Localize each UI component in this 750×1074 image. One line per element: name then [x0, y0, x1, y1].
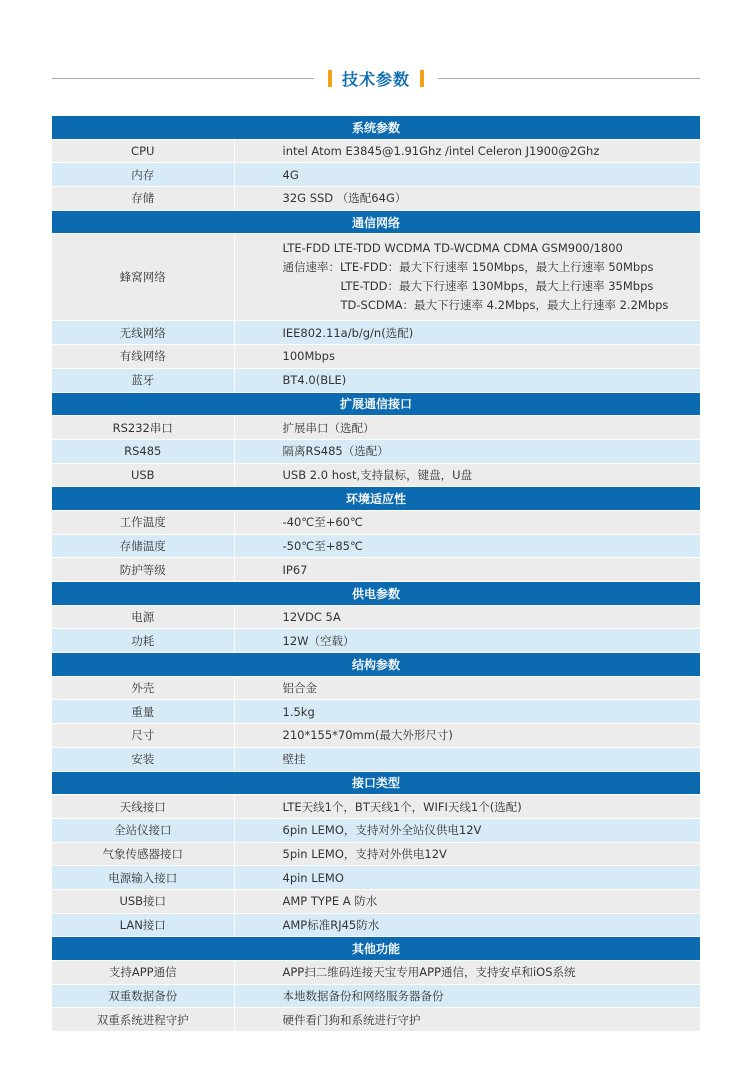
spec-table — [52, 116, 700, 1032]
spec-row — [52, 842, 700, 866]
spec-key: CPU — [52, 139, 234, 163]
spec-key: 外壳 — [52, 676, 234, 700]
spec-value: IP67 — [234, 558, 700, 582]
spec-value: -40℃至+60℃ — [234, 510, 700, 534]
spec-value: APP扫二维码连接天宝专用APP通信，支持安卓和iOS系统 — [234, 961, 700, 985]
section-title: 供电参数 — [52, 582, 700, 606]
spec-key: 蓝牙 — [52, 368, 234, 392]
spec-key: 防护等级 — [52, 558, 234, 582]
spec-key: 蜂窝网络 — [52, 234, 234, 321]
spec-row — [52, 163, 700, 187]
spec-value: 壁挂 — [234, 747, 700, 771]
spec-row — [52, 795, 700, 819]
spec-row — [52, 866, 700, 890]
spec-value-lines — [283, 239, 701, 315]
spec-key: 重量 — [52, 700, 234, 724]
spec-row — [52, 187, 700, 211]
section-title: 接口类型 — [52, 771, 700, 795]
section-header — [52, 487, 700, 511]
spec-value: 隔离RS485（选配） — [234, 439, 700, 463]
spec-key: LAN接口 — [52, 913, 234, 937]
spec-value: -50℃至+85℃ — [234, 534, 700, 558]
spec-row — [52, 676, 700, 700]
spec-row — [52, 700, 700, 724]
spec-value-line: 通信速率：LTE-FDD：最大下行速率 150Mbps，最大上行速率 50Mbps — [282, 260, 654, 275]
spec-value: LTE天线1个，BT天线1个，WIFI天线1个(选配) — [234, 795, 700, 819]
spec-value: 4pin LEMO — [234, 866, 700, 890]
spec-key: USB接口 — [52, 889, 234, 913]
spec-row — [52, 345, 700, 369]
spec-value: 12W（空载） — [234, 629, 700, 653]
spec-key: 存储 — [52, 187, 234, 211]
spec-key: 有线网络 — [52, 345, 234, 369]
spec-row — [52, 463, 700, 487]
spec-value: USB 2.0 host,支持鼠标，键盘，U盘 — [234, 463, 700, 487]
spec-key: 电源 — [52, 605, 234, 629]
spec-key: USB — [52, 463, 234, 487]
section-title: 结构参数 — [52, 653, 700, 677]
spec-value: 5pin LEMO，支持对外供电12V — [234, 842, 700, 866]
spec-value-line: LTE-TDD：最大下行速率 130Mbps，最大上行速率 35Mbps — [340, 279, 654, 294]
spec-value: 硬件看门狗和系统进行守护 — [234, 1008, 700, 1032]
spec-row — [52, 234, 700, 321]
spec-key: 存储温度 — [52, 534, 234, 558]
spec-value: 100Mbps — [234, 345, 700, 369]
spec-value: 4G — [234, 163, 700, 187]
spec-row — [52, 558, 700, 582]
spec-row — [52, 139, 700, 163]
spec-row — [52, 1008, 700, 1032]
spec-value: IEE802.11a/b/g/n(选配) — [234, 321, 700, 345]
section-header — [52, 116, 700, 139]
spec-value-multiline — [234, 234, 700, 321]
spec-row — [52, 961, 700, 985]
spec-key: 电源输入接口 — [52, 866, 234, 890]
spec-row — [52, 984, 700, 1008]
spec-value: 12VDC 5A — [234, 605, 700, 629]
page-header — [52, 64, 700, 92]
spec-key: 天线接口 — [52, 795, 234, 819]
spec-key: 全站仪接口 — [52, 818, 234, 842]
spec-key: 安装 — [52, 747, 234, 771]
section-header — [52, 392, 700, 416]
spec-value: 铝合金 — [234, 676, 700, 700]
spec-value: 6pin LEMO，支持对外全站仪供电12V — [234, 818, 700, 842]
spec-value: 210*155*70mm(最大外形尺寸) — [234, 724, 700, 748]
section-title: 其他功能 — [52, 937, 700, 961]
spec-value: AMP TYPE A 防水 — [234, 889, 700, 913]
spec-row — [52, 724, 700, 748]
section-title: 系统参数 — [52, 116, 700, 139]
spec-key: RS232串口 — [52, 416, 234, 440]
spec-row — [52, 818, 700, 842]
spec-row — [52, 534, 700, 558]
spec-key: RS485 — [52, 439, 234, 463]
spec-value-line: TD-SCDMA：最大下行速率 4.2Mbps，最大上行速率 2.2Mbps — [340, 298, 669, 313]
spec-value-line: LTE-FDD LTE-TDD WCDMA TD-WCDMA CDMA GSM900/1800 — [282, 241, 623, 256]
section-title: 环境适应性 — [52, 487, 700, 511]
spec-value: 本地数据备份和网络服务器备份 — [234, 984, 700, 1008]
spec-row — [52, 747, 700, 771]
section-title: 通信网络 — [52, 210, 700, 234]
section-header — [52, 582, 700, 606]
spec-key: 内存 — [52, 163, 234, 187]
page-title: 技术参数 — [341, 69, 411, 89]
spec-row — [52, 629, 700, 653]
section-header — [52, 937, 700, 961]
spec-value: 1.5kg — [234, 700, 700, 724]
spec-value: BT4.0(BLE) — [234, 368, 700, 392]
spec-key: 支持APP通信 — [52, 961, 234, 985]
section-header — [52, 771, 700, 795]
spec-key: 气象传感器接口 — [52, 842, 234, 866]
title-bar-right — [420, 70, 424, 87]
section-header — [52, 210, 700, 234]
spec-key: 双重系统进程守护 — [52, 1008, 234, 1032]
spec-value: intel Atom E3845@1.91Ghz /intel Celeron J1900@2Ghz — [234, 139, 700, 163]
spec-value: 32G SSD （选配64G） — [234, 187, 700, 211]
spec-key: 尺寸 — [52, 724, 234, 748]
section-header — [52, 653, 700, 677]
spec-row — [52, 368, 700, 392]
spec-row — [52, 321, 700, 345]
section-title: 扩展通信接口 — [52, 392, 700, 416]
spec-key: 双重数据备份 — [52, 984, 234, 1008]
spec-row — [52, 439, 700, 463]
spec-row — [52, 605, 700, 629]
spec-key: 无线网络 — [52, 321, 234, 345]
spec-row — [52, 416, 700, 440]
spec-row — [52, 889, 700, 913]
title-bar-left — [328, 70, 332, 87]
spec-value: AMP标准RJ45防水 — [234, 913, 700, 937]
spec-row — [52, 510, 700, 534]
spec-key: 工作温度 — [52, 510, 234, 534]
title-box — [314, 64, 438, 92]
spec-key: 功耗 — [52, 629, 234, 653]
spec-value: 扩展串口（选配） — [234, 416, 700, 440]
spec-row — [52, 913, 700, 937]
